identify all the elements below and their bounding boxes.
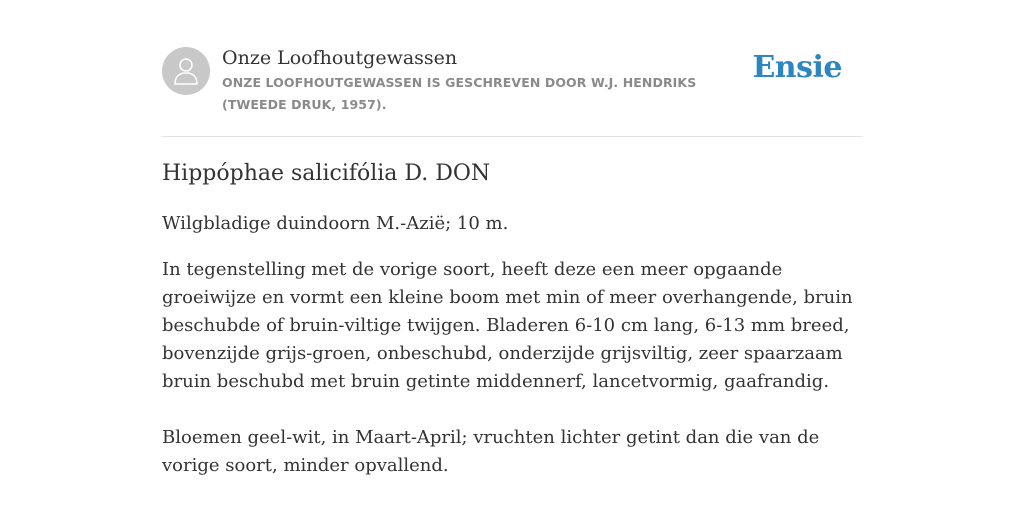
entry-title: Hippóphae salicifólia D. DON [162, 161, 491, 186]
entry-paragraph: In tegenstelling met de vorige soort, heeft deze een meer opgaande groeiwijze en vormt een kleine boom met min of meer overhangende, bruin beschubde of bruin-viltige twijgen. Bladeren 6-10 cm lang, 6-13 mm breed, bovenzijde grijs-groen, onbeschubd, onderzijde grijsviltig, zeer spaarzaam bruin beschubd met bruin getinte middennerf, lancetvormig, gaafrandig. [162, 259, 853, 392]
entry-paragraph: Wilgbladige duindoorn M.-Azië; 10 m. [162, 213, 509, 234]
entry-paragraph: Bloemen geel-wit, in Maart-April; vruchten lichter getint dan die van de vorige soort, minder opvallend. [162, 427, 820, 476]
avatar[interactable] [162, 47, 210, 95]
source-header [162, 46, 862, 137]
brand-logo[interactable]: Ensie [752, 50, 842, 85]
source-info [222, 46, 762, 116]
source-title[interactable]: Onze Loofhoutgewassen [222, 47, 458, 69]
source-description: ONZE LOOFHOUTGEWASSEN IS GESCHREVEN DOOR W.J. HENDRIKS (TWEEDE DRUK, 1957). [222, 75, 697, 112]
user-icon [173, 57, 199, 85]
entry-content [162, 158, 867, 498]
